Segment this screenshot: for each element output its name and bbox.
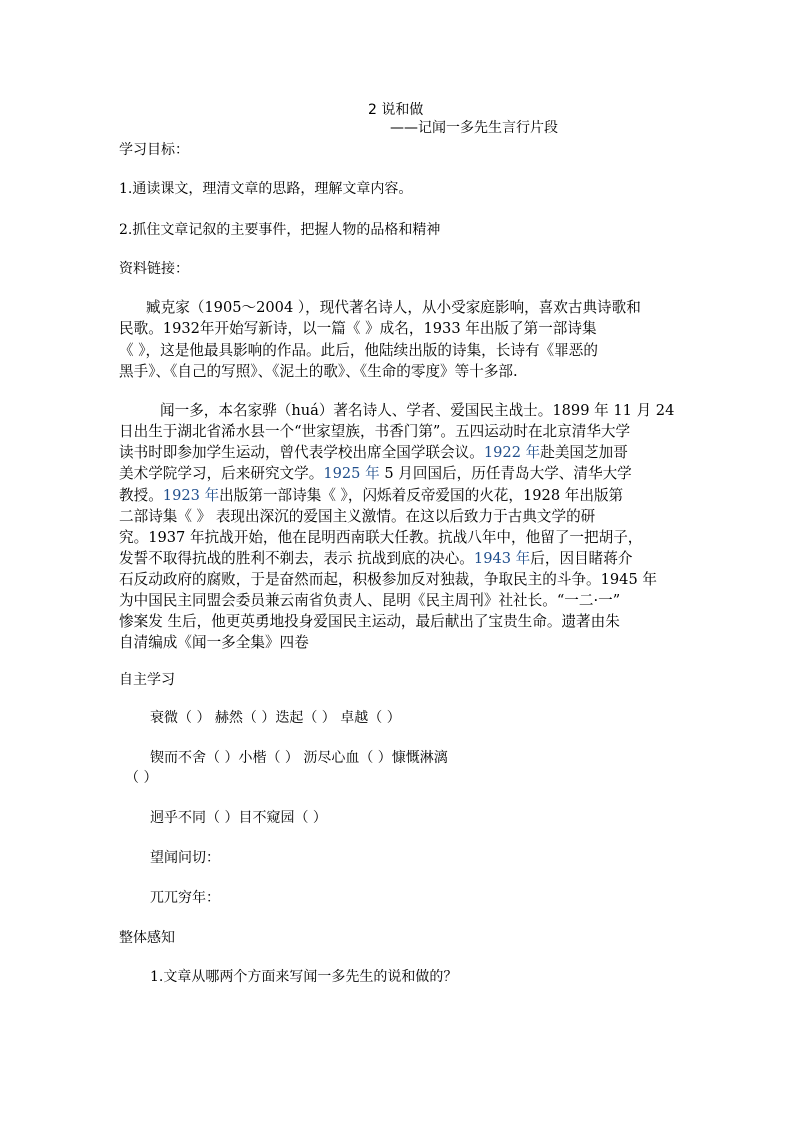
wen-paragraph-line: 日出生于湖北省浠水县一个“世家望族，书香门第”。五四运动时在北京清华大学: [119, 423, 631, 440]
wen-paragraph-line: [119, 484, 623, 505]
objective-item: 2.抓住文章记叙的主要事件，把握人物的品格和精神: [119, 222, 441, 238]
year-highlight: 1922 年: [483, 444, 541, 461]
question-item: 1.文章从哪两个方面来写闻一多先生的说和做的？: [150, 969, 458, 985]
year-highlight: 1943 年: [473, 550, 531, 567]
zang-paragraph-line: 民歌。1932年开始写新诗，以一篇《 》成名，1933 年出版了第一部诗集: [119, 320, 597, 337]
objective-item: 1.通读课文，理清文章的思路，理解文章内容。: [119, 181, 413, 197]
vocab-row: 锲而不舍（ ）小楷（ ） 沥尽心血（ ）慷慨淋漓: [150, 750, 448, 766]
zang-paragraph-line: 臧克家（1905～2004 ），现代著名诗人，从小受家庭影响，喜欢古典诗歌和: [146, 299, 641, 316]
self-study-heading: 自主学习: [119, 672, 175, 688]
wen-text: 美术学院学习，后来研究文学。: [119, 465, 324, 482]
zang-paragraph-line: 《 》，这是他最具影响的作品。此后，他陆续出版的诗集，长诗有《罪恶的: [119, 342, 598, 359]
wen-paragraph-line: 闻一多，本名家骅（huá）著名诗人、学者、爱国民主战士。1899 年 11 月 24: [160, 402, 675, 419]
vocab-row-continued: （ ）: [125, 770, 158, 786]
wen-text: 后，因目睹蒋介: [530, 550, 633, 567]
wen-paragraph-line: [119, 462, 632, 483]
document-title: 2 说和做: [368, 102, 424, 118]
wen-text: 读书时即参加学生运动，曾代表学校出席全国学联会议。: [119, 444, 484, 461]
vocab-row: 迥乎不同（ ）目不窥园（ ）: [150, 810, 327, 826]
wen-paragraph-line: 石反动政府的腐败，于是奋然而起，积极参加反对独裁，争取民主的斗争。1945 年: [119, 571, 657, 588]
wen-paragraph-line: 惨案发 生后，他更英勇地投身爱国民主运动，最后献出了宝贵生命。遗著由朱: [119, 613, 620, 630]
wen-text: 出版第一部诗集《 》，闪烁着反帝爱国的火花，1928 年出版第: [219, 487, 624, 504]
year-highlight: 1925 年: [323, 465, 380, 482]
wen-paragraph-line: 究。1937 年抗战开始，他在昆明西南联大任教。抗战八年中，他留了一把胡子，: [119, 529, 643, 546]
objectives-heading: 学习目标：: [119, 142, 189, 158]
overall-heading: 整体感知: [119, 930, 175, 946]
wen-paragraph-line: 自清编成《闻一多全集》四卷: [119, 634, 309, 651]
document-subtitle: ——记闻一多先生言行片段: [390, 120, 558, 136]
wen-text: 5 月回国后，历任青岛大学、清华大学: [379, 465, 632, 482]
vocab-row: 衰微（ ） 赫然（ ）迭起（ ） 卓越（ ）: [150, 710, 401, 726]
wen-text: 赴美国芝加哥: [540, 444, 628, 461]
wen-paragraph-line: [119, 547, 632, 568]
wen-text: 发誓不取得抗战的胜利不剃去，表示 抗战到底的决心。: [119, 550, 474, 567]
year-highlight: 1923 年: [162, 487, 220, 504]
resources-heading: 资料链接：: [119, 261, 189, 277]
vocab-row: 兀兀穷年：: [150, 890, 220, 906]
wen-paragraph-line: 二部诗集《 》 表现出深沉的爱国主义激情。在这以后致力于古典文学的研: [119, 508, 596, 525]
wen-paragraph-line: [119, 441, 628, 462]
wen-text: 教授。: [119, 487, 163, 504]
zang-paragraph-line: 黑手》、《自己的写照》、《泥土的歌》、《生命的零度》等十多部.: [119, 363, 518, 380]
vocab-row: 望闻问切：: [150, 850, 220, 866]
wen-paragraph-line: 为中国民主同盟会委员兼云南省负责人、昆明《民主周刊》社社长。“一二·一”: [119, 592, 621, 609]
